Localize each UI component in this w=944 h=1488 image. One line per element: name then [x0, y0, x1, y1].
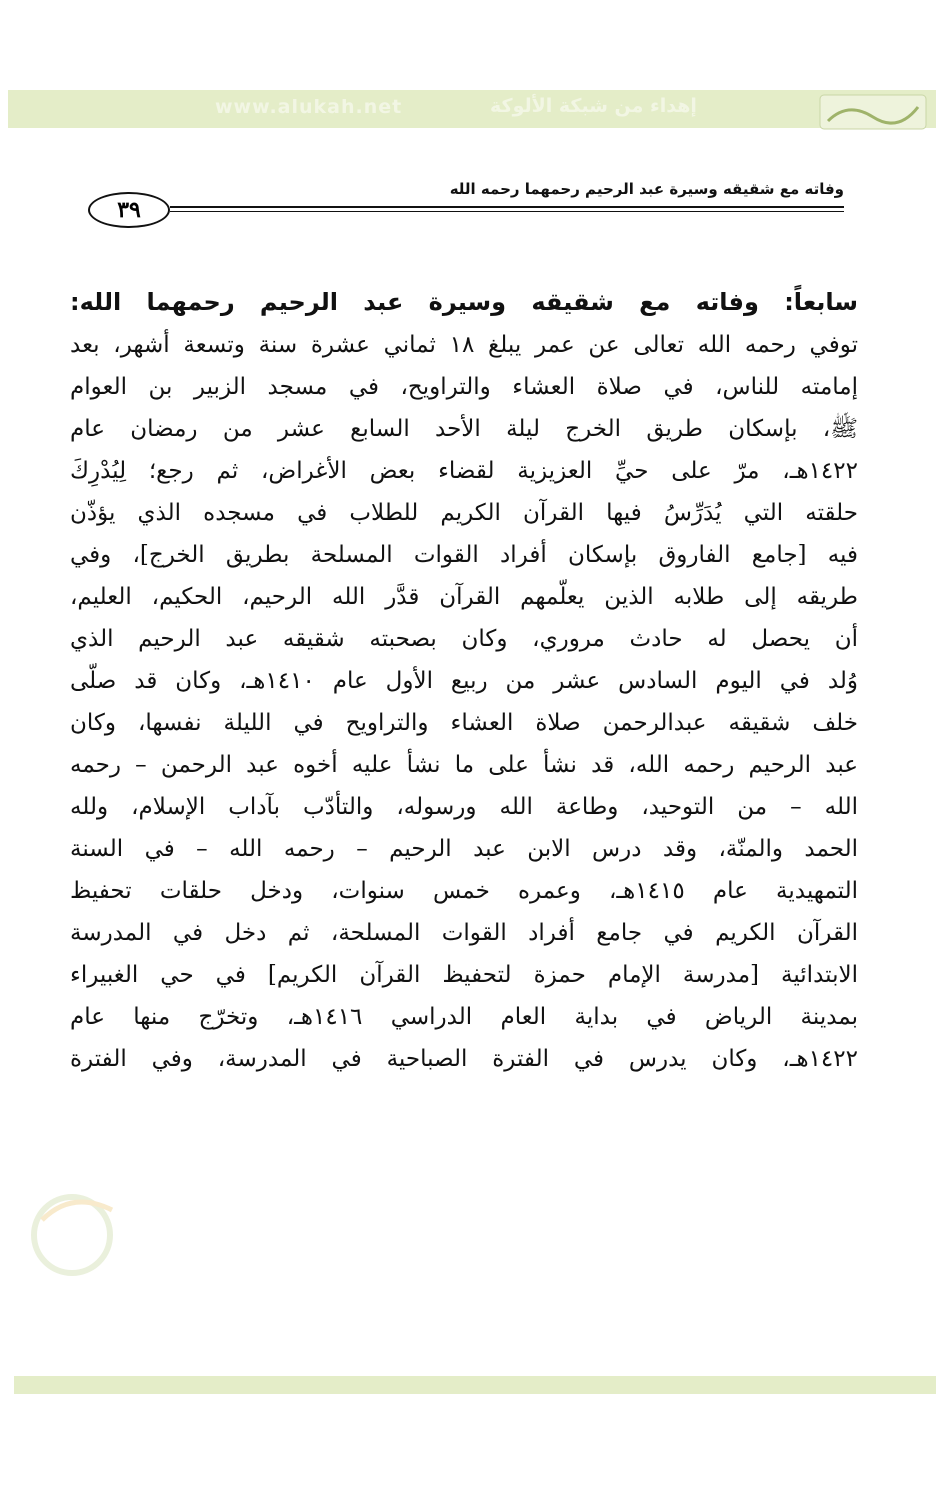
page-content — [70, 280, 858, 1080]
header-rule-thin — [170, 211, 844, 212]
text-line: توفي رحمه الله تعالى عن عمر يبلغ ١٨ ثماني عشرة سنة وتسعة أشهر، بعد — [70, 332, 858, 358]
text-line: الله – من التوحيد، وطاعة الله ورسوله، والتأدّب بآداب الإسلام، ولله — [70, 794, 858, 820]
watermark-logo-icon — [22, 1180, 146, 1290]
header-rule — [170, 206, 844, 208]
text-line: فيه [جامع الفاروق بإسكان أفراد القوات المسلحة بطريق الخرج]، وفي — [70, 542, 858, 568]
text-line: ١٤٢٢هـ، مرّ على حيِّ العزيزية لقضاء بعض الأغراض، ثم رجع؛ لِيُدْرِكَ — [70, 458, 858, 484]
running-header-title: وفاته مع شقيقه وسيرة عبد الرحيم رحمهما رحمه الله — [449, 180, 844, 198]
section-heading: سابعاً: وفاته مع شقيقه وسيرة عبد الرحيم رحمهما الله: — [70, 288, 858, 316]
text-line: بمدينة الرياض في بداية العام الدراسي ١٤١٦هـ، وتخرّج منها عام — [70, 1004, 858, 1030]
text-line: ﷺ، بإسكان طريق الخرج ليلة الأحد السابع عشر من رمضان عام — [70, 416, 858, 442]
text-line: إمامته للناس، في صلاة العشاء والتراويح، في مسجد الزبير بن العوام — [70, 374, 858, 400]
text-line: حلقته التي يُدَرِّسُ فيها القرآن الكريم للطلاب في مسجده الذي يؤذّن — [70, 500, 858, 526]
banner-gift-text: إهداء من شبكة الألوكة — [490, 95, 697, 117]
alukah-logo-icon — [818, 93, 928, 131]
text-line: وُلد في اليوم السادس عشر من ربيع الأول عام ١٤١٠هـ، وكان قد صلّى — [70, 668, 858, 694]
text-line: القرآن الكريم في جامع أفراد القوات المسلحة، ثم دخل في المدرسة — [70, 920, 858, 946]
banner-url[interactable]: www.alukah.net — [215, 96, 403, 118]
text-line: الحمد والمنّة، وقد درس الابن عبد الرحيم – رحمه الله – في السنة — [70, 836, 858, 862]
page-number: ٣٩ — [88, 192, 170, 228]
text-line: طريقه إلى طلابه الذين يعلّمهم القرآن قدَّر الله الرحيم، الحكيم، العليم، — [70, 584, 858, 610]
text-line: خلف شقيقه عبدالرحمن صلاة العشاء والتراويح في الليلة نفسها، وكان — [70, 710, 858, 736]
text-line: عبد الرحيم رحمه الله، قد نشأ على ما نشأ عليه أخوه عبد الرحمن – رحمه — [70, 752, 858, 778]
text-line: ١٤٢٢هـ، وكان يدرس في الفترة الصباحية في المدرسة، وفي الفترة — [70, 1046, 858, 1072]
text-line: الابتدائية [مدرسة الإمام حمزة لتحفيظ القرآن الكريم] في حي الغبيراء — [70, 962, 858, 988]
top-banner — [8, 90, 936, 128]
text-line: أن يحصل له حادث مروري، وكان بصحبته شقيقه عبد الرحيم الذي — [70, 626, 858, 652]
text-line: التمهيدية عام ١٤١٥هـ، وعمره خمس سنوات، ودخل حلقات تحفيظ — [70, 878, 858, 904]
bottom-banner — [14, 1376, 936, 1394]
